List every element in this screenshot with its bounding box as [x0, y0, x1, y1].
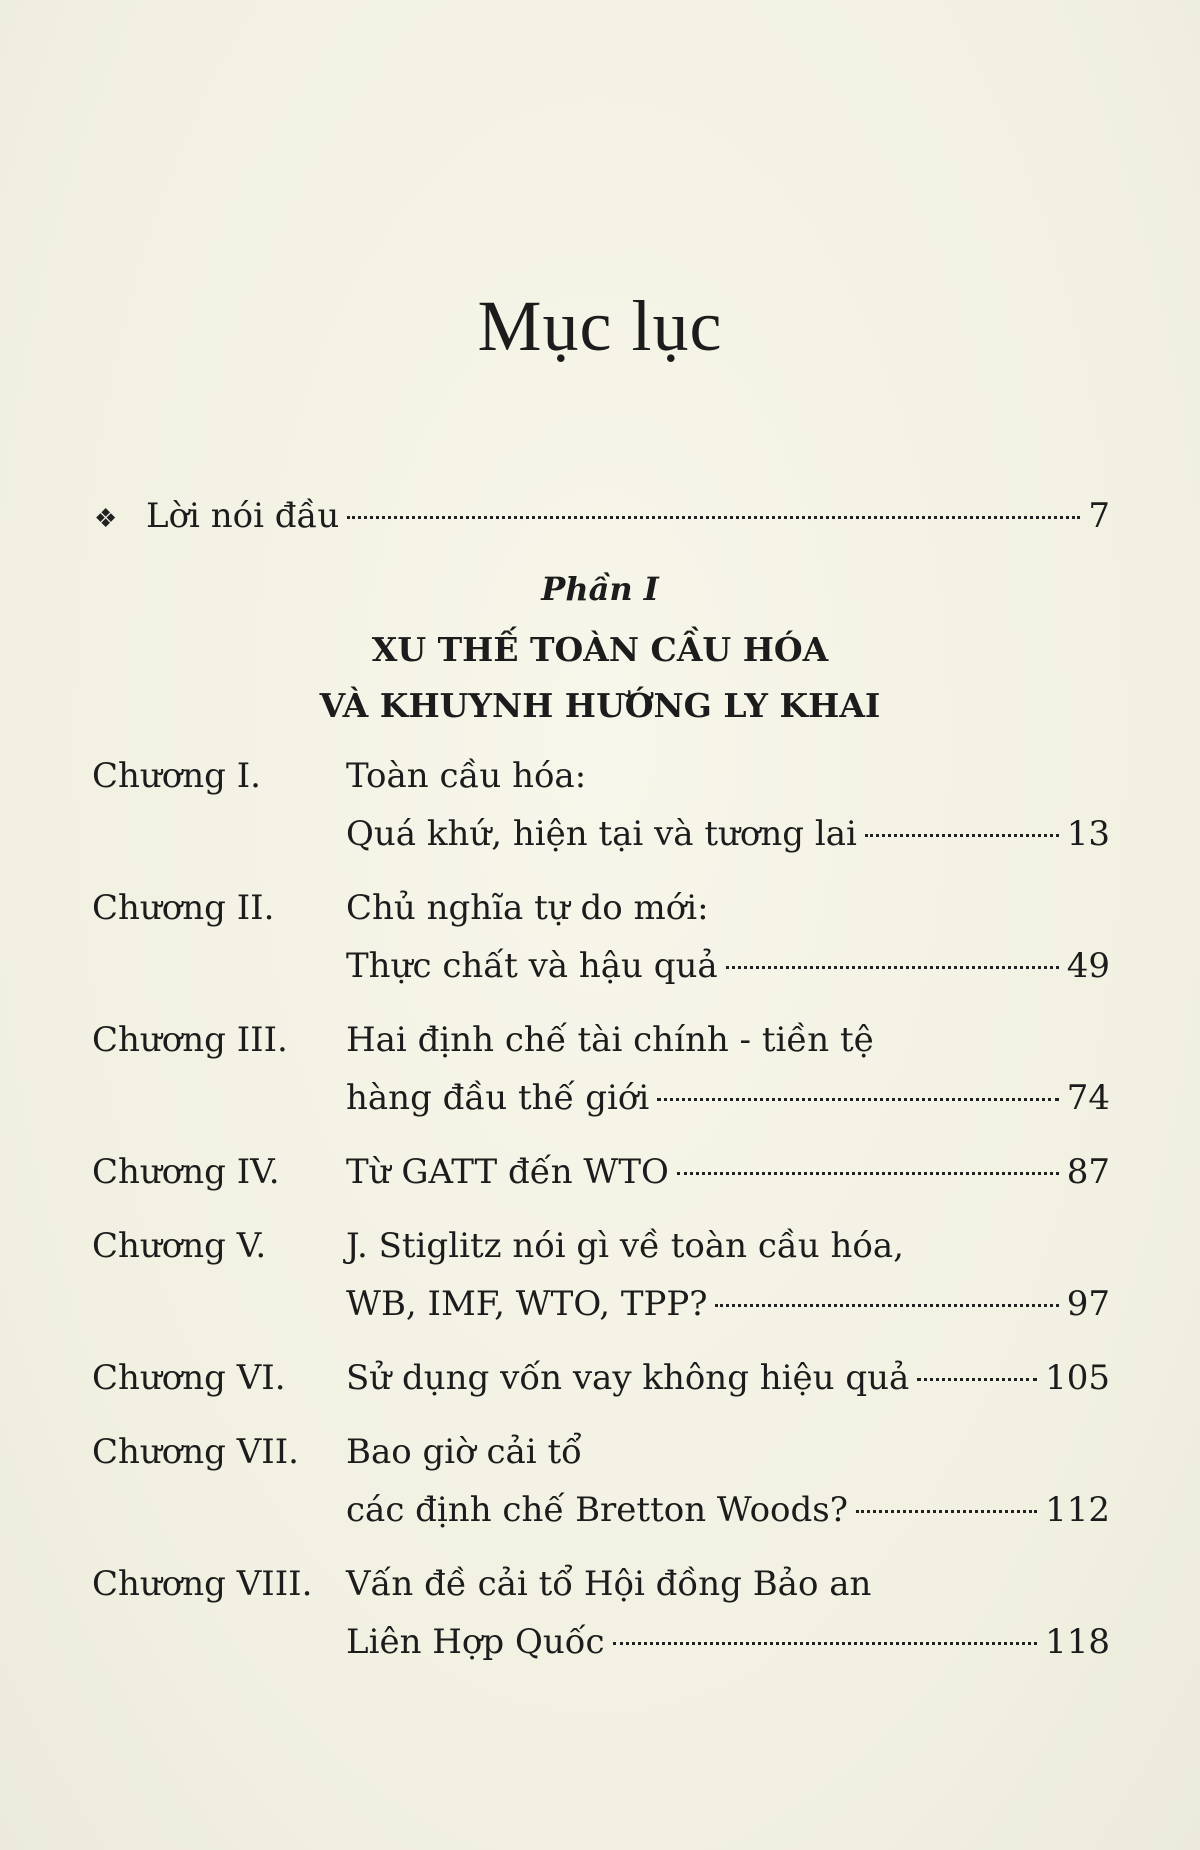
chapter-label: Chương III.: [92, 1020, 288, 1060]
chapter-page-number: 13: [1066, 814, 1110, 854]
toc-entry-chapter-5-cont[interactable]: [92, 1284, 1110, 1324]
dot-leader: [677, 1172, 1059, 1175]
chapter-title-line2: Liên Hợp Quốc: [346, 1622, 605, 1662]
chapter-label: Chương I.: [92, 756, 261, 796]
dot-leader: [347, 516, 1080, 519]
part-title-line1: XU THẾ TOÀN CẦU HÓA: [371, 630, 829, 669]
dot-leader: [726, 966, 1059, 969]
chapter-page-number: 74: [1066, 1078, 1110, 1118]
preface-page-number: 7: [1088, 496, 1110, 536]
diamond-bullet-icon: ❖: [94, 504, 118, 534]
dot-leader: [613, 1642, 1038, 1645]
dot-leader: [715, 1304, 1058, 1307]
toc-entry-chapter-3[interactable]: [92, 1020, 1110, 1060]
chapter-label: Chương VII.: [92, 1432, 299, 1472]
chapter-page-number: 105: [1045, 1358, 1110, 1398]
chapter-title-line1: Toàn cầu hóa:: [346, 756, 587, 796]
toc-entry-chapter-4[interactable]: [92, 1152, 1110, 1192]
dot-leader: [856, 1510, 1037, 1513]
chapter-title-line1: Chủ nghĩa tự do mới:: [346, 888, 709, 928]
chapter-label: Chương II.: [92, 888, 275, 928]
chapter-label: Chương VIII.: [92, 1564, 313, 1604]
chapter-title-line1: J. Stiglitz nói gì về toàn cầu hóa,: [346, 1226, 904, 1266]
chapter-label: Chương VI.: [92, 1358, 286, 1398]
chapter-title-line2: hàng đầu thế giới: [346, 1078, 650, 1118]
toc-entry-chapter-6[interactable]: [92, 1358, 1110, 1398]
chapter-page-number: 118: [1045, 1622, 1110, 1662]
chapter-label: Chương V.: [92, 1226, 267, 1266]
page-title: Mục lục: [477, 286, 723, 366]
toc-entry-chapter-7[interactable]: [92, 1432, 1110, 1472]
dot-leader: [865, 834, 1059, 837]
toc-entry-chapter-1[interactable]: [92, 756, 1110, 796]
chapter-title-line2: Quá khứ, hiện tại và tương lai: [346, 814, 857, 854]
chapter-title-line1: Vấn đề cải tổ Hội đồng Bảo an: [346, 1564, 872, 1604]
chapter-title-line2: Thực chất và hậu quả: [346, 946, 718, 986]
chapter-page-number: 87: [1066, 1152, 1110, 1192]
toc-entry-chapter-5[interactable]: [92, 1226, 1110, 1266]
chapter-title-line2: các định chế Bretton Woods?: [346, 1490, 848, 1530]
chapter-title-line1: Sử dụng vốn vay không hiệu quả: [346, 1358, 910, 1398]
toc-entry-preface[interactable]: [94, 496, 1110, 536]
chapter-title-line1: Bao giờ cải tổ: [346, 1432, 582, 1472]
chapter-title-line1: Từ GATT đến WTO: [346, 1152, 669, 1192]
chapter-page-number: 112: [1045, 1490, 1110, 1530]
toc-entry-chapter-2-cont[interactable]: [92, 946, 1110, 986]
toc-entry-chapter-8[interactable]: [92, 1564, 1110, 1604]
part-label: Phần I: [541, 570, 659, 608]
toc-entry-chapter-7-cont[interactable]: [92, 1490, 1110, 1530]
toc-entry-chapter-2[interactable]: [92, 888, 1110, 928]
preface-label: Lời nói đầu: [146, 496, 340, 536]
toc-entry-chapter-8-cont[interactable]: [92, 1622, 1110, 1662]
dot-leader: [657, 1098, 1059, 1101]
toc-entry-chapter-1-cont[interactable]: [92, 814, 1110, 854]
chapter-label: Chương IV.: [92, 1152, 280, 1192]
chapter-page-number: 97: [1066, 1284, 1110, 1324]
dot-leader: [917, 1378, 1037, 1381]
chapter-title-line2: WB, IMF, WTO, TPP?: [346, 1284, 708, 1324]
part-title-line2: VÀ KHUYNH HƯỚNG LY KHAI: [319, 686, 881, 725]
chapter-page-number: 49: [1066, 946, 1110, 986]
chapter-title-line1: Hai định chế tài chính - tiền tệ: [346, 1020, 874, 1060]
toc-entry-chapter-3-cont[interactable]: [92, 1078, 1110, 1118]
